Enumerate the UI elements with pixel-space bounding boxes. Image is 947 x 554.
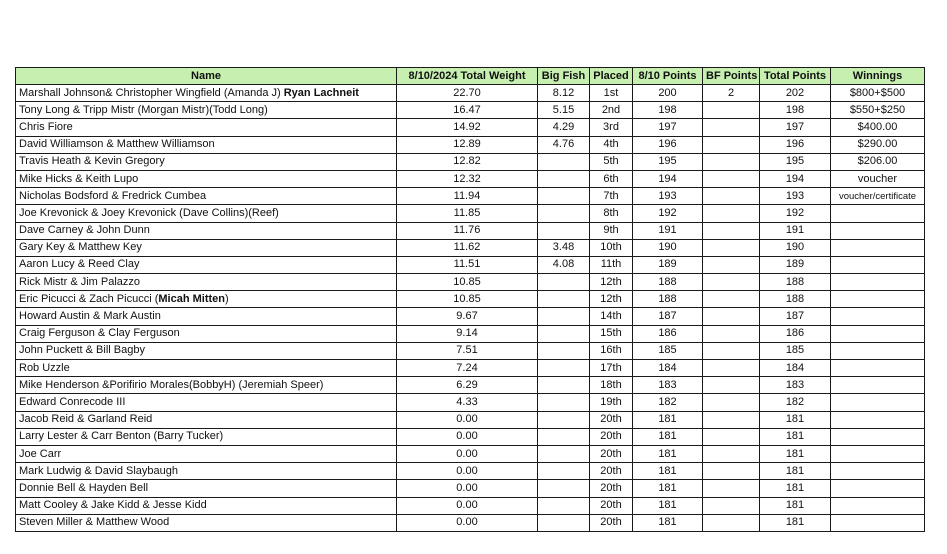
total-points-cell: 196 [760,136,831,153]
bf-points-cell [703,360,760,377]
total-weight-cell: 11.76 [397,222,538,239]
team-name-tail: ) [225,292,229,305]
team-name-cell [16,85,397,102]
team-name: Edward Conrecode III [19,395,126,408]
total-weight-cell: 0.00 [397,411,538,428]
table-row [16,377,925,394]
team-name-cell [16,428,397,445]
placed-cell: 6th [590,170,633,187]
big-fish-cell [538,428,590,445]
total-weight-cell: 6.29 [397,377,538,394]
team-name-cell [16,274,397,291]
total-weight-cell: 0.00 [397,497,538,514]
placed-cell: 7th [590,188,633,205]
winnings-cell [831,342,925,359]
placed-cell: 17th [590,360,633,377]
placed-cell: 11th [590,256,633,273]
bf-points-cell [703,342,760,359]
big-fish-cell [538,291,590,308]
big-fish-cell [538,497,590,514]
team-name: Joe Krevonick & Joey Krevonick (Dave Collins)(Reef) [19,206,279,219]
team-name: Mike Henderson &Porifirio Morales(BobbyH) (Jeremiah Speer) [19,378,324,391]
total-points-cell: 195 [760,153,831,170]
points-cell: 192 [633,205,703,222]
total-weight-cell: 0.00 [397,463,538,480]
team-name-cell [16,342,397,359]
placed-cell: 19th [590,394,633,411]
team-name-cell [16,514,397,531]
placed-cell: 8th [590,205,633,222]
bf-points-cell [703,377,760,394]
total-weight-cell: 7.51 [397,342,538,359]
team-name-cell [16,445,397,462]
total-points-cell: 181 [760,514,831,531]
bf-points-cell [703,153,760,170]
winnings-cell [831,411,925,428]
big-fish-cell [538,360,590,377]
table-row [16,360,925,377]
table-row [16,274,925,291]
total-weight-cell: 10.85 [397,274,538,291]
total-points-cell: 189 [760,256,831,273]
winnings-cell [831,308,925,325]
team-name: Aaron Lucy & Reed Clay [19,258,140,271]
winnings-cell [831,428,925,445]
points-cell: 196 [633,136,703,153]
points-cell: 181 [633,463,703,480]
big-fish-cell [538,480,590,497]
big-fish-cell [538,463,590,480]
bf-points-cell [703,102,760,119]
bf-points-cell [703,325,760,342]
big-fish-cell [538,411,590,428]
big-fish-cell [538,377,590,394]
total-points-cell: 193 [760,188,831,205]
table-body [16,85,925,532]
header-row [16,68,925,85]
total-points-cell: 194 [760,170,831,187]
table-row [16,480,925,497]
total-points-cell: 181 [760,480,831,497]
team-name-cell [16,239,397,256]
total-weight-cell: 11.85 [397,205,538,222]
placed-cell: 20th [590,480,633,497]
team-name-cell [16,480,397,497]
bf-points-cell [703,411,760,428]
total-points-cell: 191 [760,222,831,239]
winnings-cell [831,205,925,222]
team-name: Steven Miller & Matthew Wood [19,516,170,529]
points-cell: 188 [633,291,703,308]
total-weight-cell: 11.62 [397,239,538,256]
winnings-cell [831,274,925,291]
team-name-cell [16,463,397,480]
bf-points-cell [703,308,760,325]
table-row [16,497,925,514]
team-name-cell [16,136,397,153]
big-fish-cell [538,325,590,342]
big-fish-cell [538,205,590,222]
points-cell: 182 [633,394,703,411]
bf-points-cell [703,394,760,411]
points-cell: 181 [633,428,703,445]
winnings-cell [831,514,925,531]
team-name: Chris Fiore [19,120,73,133]
points-cell: 195 [633,153,703,170]
total-points-cell: 181 [760,428,831,445]
team-name: Travis Heath & Kevin Gregory [19,155,165,168]
winnings-cell [831,377,925,394]
points-cell: 187 [633,308,703,325]
winnings-cell [831,256,925,273]
winnings-cell: $550+$250 [831,102,925,119]
total-weight-cell: 0.00 [397,514,538,531]
total-weight-cell: 0.00 [397,445,538,462]
total-points-cell: 188 [760,291,831,308]
placed-cell: 15th [590,325,633,342]
placed-cell: 4th [590,136,633,153]
team-name: Mike Hicks & Keith Lupo [19,172,139,185]
team-name-cell [16,153,397,170]
table-row [16,153,925,170]
team-name-cell [16,325,397,342]
big-fish-cell: 8.12 [538,85,590,102]
table-row [16,463,925,480]
total-weight-cell: 4.33 [397,394,538,411]
placed-cell: 1st [590,85,633,102]
total-points-cell: 183 [760,377,831,394]
placed-cell: 3rd [590,119,633,136]
placed-cell: 20th [590,514,633,531]
points-cell: 198 [633,102,703,119]
placed-cell: 16th [590,342,633,359]
table-row [16,119,925,136]
total-points-cell: 185 [760,342,831,359]
placed-cell: 18th [590,377,633,394]
col-header-bf-points: BF Points [703,68,760,85]
total-weight-cell: 9.67 [397,308,538,325]
table-row [16,325,925,342]
placed-cell: 20th [590,445,633,462]
bf-points-cell [703,445,760,462]
total-points-cell: 192 [760,205,831,222]
table-row [16,308,925,325]
team-name-cell [16,497,397,514]
team-name-cell [16,291,397,308]
points-cell: 200 [633,85,703,102]
team-name-highlight: Micah Mitten [158,292,225,305]
winnings-cell [831,394,925,411]
table-row [16,102,925,119]
team-name: Nicholas Bodsford & Fredrick Cumbea [19,189,207,202]
big-fish-cell [538,170,590,187]
placed-cell: 12th [590,291,633,308]
table-row [16,239,925,256]
table-row [16,188,925,205]
team-name: Larry Lester & Carr Benton (Barry Tucker) [19,430,224,443]
points-cell: 190 [633,239,703,256]
team-name: Joe Carr [19,447,62,460]
bf-points-cell [703,274,760,291]
total-weight-cell: 7.24 [397,360,538,377]
winnings-cell [831,325,925,342]
table-row [16,291,925,308]
total-points-cell: 181 [760,497,831,514]
team-name: Craig Ferguson & Clay Ferguson [19,327,180,340]
big-fish-cell: 4.08 [538,256,590,273]
team-name: Mark Ludwig & David Slaybaugh [19,464,178,477]
big-fish-cell [538,394,590,411]
bf-points-cell [703,136,760,153]
team-name: Donnie Bell & Hayden Bell [19,481,149,494]
total-weight-cell: 22.70 [397,85,538,102]
team-name: Rob Uzzle [19,361,70,374]
big-fish-cell [538,514,590,531]
table-row [16,256,925,273]
total-points-cell: 198 [760,102,831,119]
winnings-cell [831,480,925,497]
bf-points-cell [703,222,760,239]
total-weight-cell: 12.89 [397,136,538,153]
total-points-cell: 184 [760,360,831,377]
team-name: Marshall Johnson& Christopher Wingfield (Amanda J) [19,86,284,99]
team-name: Gary Key & Matthew Key [19,241,142,254]
team-name-cell [16,308,397,325]
total-points-cell: 197 [760,119,831,136]
winnings-cell [831,463,925,480]
total-points-cell: 187 [760,308,831,325]
bf-points-cell [703,256,760,273]
winnings-cell: $400.00 [831,119,925,136]
bf-points-cell [703,497,760,514]
bf-points-cell [703,239,760,256]
col-header-name: Name [16,68,397,85]
bf-points-cell [703,188,760,205]
points-cell: 194 [633,170,703,187]
col-header-total-points: Total Points [760,68,831,85]
total-points-cell: 181 [760,463,831,480]
table-row [16,411,925,428]
points-cell: 181 [633,445,703,462]
placed-cell: 10th [590,239,633,256]
total-weight-cell: 10.85 [397,291,538,308]
points-cell: 181 [633,411,703,428]
team-name-cell [16,222,397,239]
team-name-cell [16,205,397,222]
team-name: John Puckett & Bill Bagby [19,344,145,357]
total-weight-cell: 16.47 [397,102,538,119]
placed-cell: 12th [590,274,633,291]
team-name: David Williamson & Matthew Williamson [19,138,215,151]
winnings-cell [831,497,925,514]
placed-cell: 20th [590,428,633,445]
team-name: Rick Mistr & Jim Palazzo [19,275,141,288]
bf-points-cell [703,119,760,136]
total-weight-cell: 9.14 [397,325,538,342]
team-name: Matt Cooley & Jake Kidd & Jesse Kidd [19,499,207,512]
team-name: Tony Long & Tripp Mistr (Morgan Mistr)(Todd Long) [19,103,268,116]
total-points-cell: 188 [760,274,831,291]
winnings-cell: voucher [831,170,925,187]
team-name-cell [16,256,397,273]
big-fish-cell: 3.48 [538,239,590,256]
total-points-cell: 202 [760,85,831,102]
table-row [16,222,925,239]
winnings-cell: $290.00 [831,136,925,153]
big-fish-cell [538,308,590,325]
points-cell: 181 [633,480,703,497]
placed-cell: 20th [590,463,633,480]
points-cell: 197 [633,119,703,136]
points-cell: 185 [633,342,703,359]
winnings-cell: $800+$500 [831,85,925,102]
bf-points-cell [703,480,760,497]
placed-cell: 2nd [590,102,633,119]
winnings-cell [831,360,925,377]
col-header-winnings: Winnings [831,68,925,85]
results-table [15,67,925,532]
total-weight-cell: 14.92 [397,119,538,136]
total-weight-cell: 12.82 [397,153,538,170]
team-name-cell [16,411,397,428]
big-fish-cell: 4.76 [538,136,590,153]
points-cell: 184 [633,360,703,377]
points-cell: 186 [633,325,703,342]
placed-cell: 20th [590,411,633,428]
winnings-cell [831,222,925,239]
table-row [16,428,925,445]
total-points-cell: 190 [760,239,831,256]
col-header-placed: Placed [590,68,633,85]
table-row [16,205,925,222]
table-row [16,342,925,359]
placed-cell: 9th [590,222,633,239]
bf-points-cell [703,205,760,222]
col-header-total-weight: 8/10/2024 Total Weight [397,68,538,85]
total-weight-cell: 11.51 [397,256,538,273]
points-cell: 188 [633,274,703,291]
total-points-cell: 186 [760,325,831,342]
bf-points-cell [703,291,760,308]
bf-points-cell [703,170,760,187]
big-fish-cell: 4.29 [538,119,590,136]
points-cell: 183 [633,377,703,394]
bf-points-cell [703,428,760,445]
points-cell: 191 [633,222,703,239]
points-cell: 189 [633,256,703,273]
team-name-cell [16,394,397,411]
team-name-cell [16,360,397,377]
team-name-cell [16,170,397,187]
placed-cell: 5th [590,153,633,170]
team-name-cell [16,188,397,205]
team-name: Howard Austin & Mark Austin [19,310,161,323]
team-name-cell [16,119,397,136]
big-fish-cell [538,188,590,205]
team-name-highlight: Ryan Lachneit [283,86,359,99]
points-cell: 181 [633,514,703,531]
winnings-cell: voucher/certificate [831,188,925,205]
winnings-cell [831,445,925,462]
team-name: Jacob Reid & Garland Reid [19,413,153,426]
big-fish-cell [538,222,590,239]
big-fish-cell [538,445,590,462]
winnings-cell [831,291,925,308]
total-points-cell: 181 [760,445,831,462]
bf-points-cell [703,514,760,531]
table-row [16,136,925,153]
total-weight-cell: 0.00 [397,480,538,497]
table-row [16,514,925,531]
placed-cell: 20th [590,497,633,514]
big-fish-cell [538,342,590,359]
winnings-cell: $206.00 [831,153,925,170]
big-fish-cell: 5.15 [538,102,590,119]
table-row [16,170,925,187]
big-fish-cell [538,274,590,291]
team-name: Eric Picucci & Zach Picucci ( [19,292,159,305]
big-fish-cell [538,153,590,170]
team-name-cell [16,102,397,119]
points-cell: 181 [633,497,703,514]
col-header-big-fish: Big Fish [538,68,590,85]
table-row [16,445,925,462]
col-header-points: 8/10 Points [633,68,703,85]
table-row [16,394,925,411]
total-weight-cell: 11.94 [397,188,538,205]
winnings-cell [831,239,925,256]
total-points-cell: 181 [760,411,831,428]
team-name: Dave Carney & John Dunn [19,224,150,237]
table-row [16,85,925,102]
points-cell: 193 [633,188,703,205]
bf-points-cell [703,463,760,480]
total-points-cell: 182 [760,394,831,411]
team-name-cell [16,377,397,394]
placed-cell: 14th [590,308,633,325]
total-weight-cell: 12.32 [397,170,538,187]
total-weight-cell: 0.00 [397,428,538,445]
bf-points-cell: 2 [703,85,760,102]
